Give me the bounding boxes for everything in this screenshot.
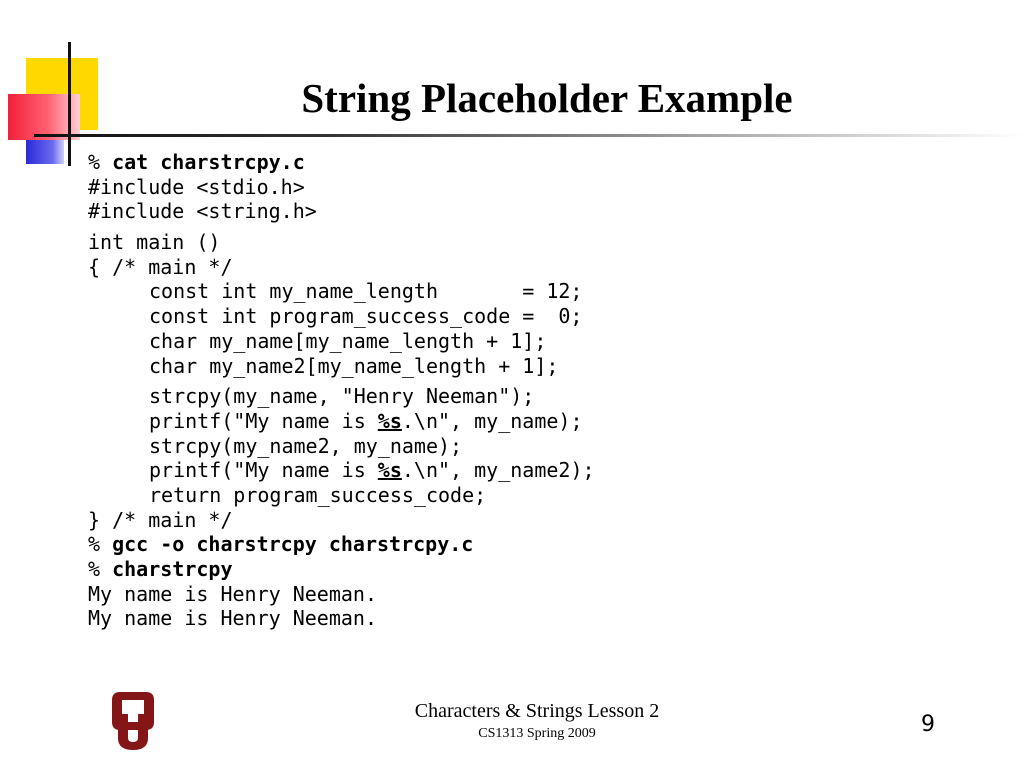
code-line-printf1: [88, 409, 595, 434]
printf2-prefix: printf("My name is: [149, 458, 378, 483]
program-output-line-1: My name is Henry Neeman.: [88, 581, 377, 606]
code-line-const-code: const int program_success_code = 0;: [149, 304, 583, 329]
code-line-open-brace: { /* main */: [88, 254, 233, 279]
command-gcc: gcc -o charstrcpy charstrcpy.c: [112, 532, 474, 557]
printf1-suffix: .\n", my_name);: [401, 408, 583, 433]
decor-blue-rectangle: [26, 140, 64, 164]
slide-title: String Placeholder Example: [301, 75, 793, 121]
program-output-line-2: My name is Henry Neeman.: [88, 606, 377, 631]
placeholder-percent-s-2: %s: [377, 458, 402, 483]
title-underline-rule: [34, 134, 1024, 137]
code-line-main-decl: int main (): [88, 230, 221, 255]
code-line-strcpy1: strcpy(my_name, "Henry Neeman");: [149, 384, 535, 409]
code-line-run: [88, 557, 595, 582]
code-line-include-stdio: #include <stdio.h>: [88, 174, 305, 199]
command-cat: cat charstrcpy.c: [112, 150, 305, 174]
footer-course-title: Characters & Strings Lesson 2: [414, 700, 660, 722]
command-run: charstrcpy: [112, 557, 233, 581]
code-line-char-name2: char my_name2[my_name_length + 1];: [149, 353, 559, 378]
code-listing: [88, 150, 595, 631]
printf1-prefix: printf("My name is: [149, 408, 378, 433]
slide-number: 9: [921, 712, 935, 737]
code-line-return: return program_success_code;: [149, 482, 487, 507]
footer-semester: CS1313 Spring 2009: [478, 726, 596, 741]
ou-logo-icon: [108, 690, 158, 752]
shell-prompt: %: [88, 532, 101, 557]
code-line-printf2: [88, 458, 595, 483]
code-line-gcc: [88, 532, 595, 557]
placeholder-percent-s-1: %s: [377, 408, 402, 433]
code-line-const-len: const int my_name_length = 12;: [149, 279, 583, 304]
code-line-cat: [88, 150, 595, 175]
shell-prompt: %: [88, 557, 101, 581]
shell-prompt: %: [88, 150, 101, 174]
code-line-char-name: char my_name[my_name_length + 1];: [149, 328, 547, 353]
code-line-close-brace: } /* main */: [88, 507, 233, 532]
printf2-suffix: .\n", my_name2);: [401, 458, 595, 483]
code-line-include-string: #include <string.h>: [88, 199, 317, 224]
code-line-strcpy2: strcpy(my_name2, my_name);: [149, 433, 463, 458]
